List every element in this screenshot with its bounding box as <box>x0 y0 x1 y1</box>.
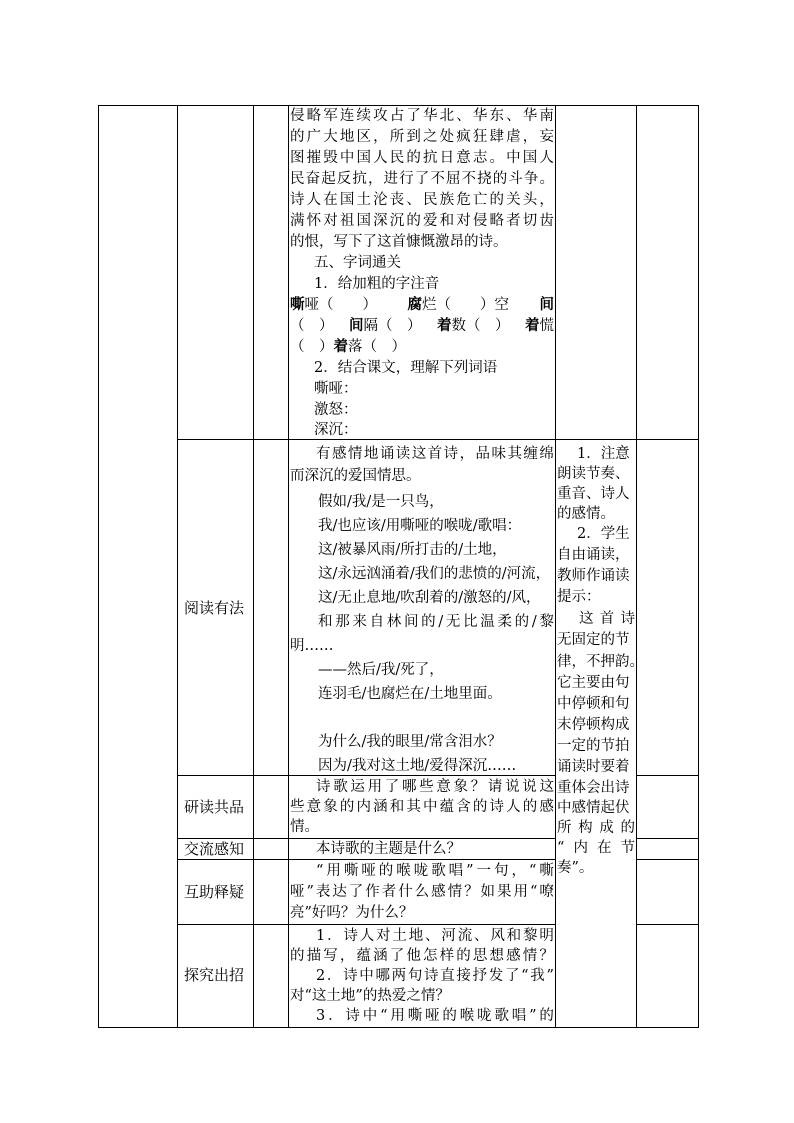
note-line: 重音、诗人 <box>557 486 630 502</box>
row-label-exchange: 交流感知 <box>184 840 245 858</box>
bold-char: 间 <box>539 296 554 313</box>
text-line: 侵 略 军 连 续 攻 占 了 华 北 、 华 东 、 华 南 <box>290 108 554 124</box>
note-line: 所 构 成 的 <box>557 820 635 836</box>
poem-line: 我/也应该/用嘶哑的喉咙/歌唱： <box>318 518 522 534</box>
pinyin-line: （ ）着落（ ） <box>290 338 406 355</box>
bold-char: 嘶 <box>290 296 305 313</box>
table-border-bottom <box>98 1027 699 1028</box>
col-divider-2 <box>253 105 254 1028</box>
note-line: 2．学生 <box>577 526 630 542</box>
note-line: 无固定的节 <box>557 632 630 648</box>
row-label-study: 研读共品 <box>184 798 245 816</box>
question-line: “ 用 嘶 哑 的 喉 咙 歌 唱 ” 一 句 ， “ 嘶 <box>316 863 554 879</box>
row-divider-4 <box>177 859 556 860</box>
bold-char: 间 <box>349 317 364 334</box>
col-divider-5 <box>636 105 637 1028</box>
vocab-item: 深沉： <box>314 422 358 438</box>
exercise-prompt: 1．给加粗的字注音 <box>314 276 440 292</box>
question-line: 情。 <box>290 819 319 835</box>
vocab-item: 嘶哑： <box>314 381 358 397</box>
poem-line: 明…… <box>290 638 334 654</box>
poem-line: ——然后/我/死了， <box>318 662 444 678</box>
text-line: 满 怀 对 祖 国 深 沉 的 爱 和 对 侵 略 者 切 齿 <box>290 213 554 229</box>
bold-char: 着 <box>525 317 540 334</box>
note-line: 中停顿和句 <box>557 696 630 712</box>
pinyin-line: 嘶哑（ ） 腐烂（ ）空 间 <box>290 296 554 313</box>
note-line: 它主要由句 <box>557 675 630 691</box>
poem-line: 和 那 来 自 林 间 的 / 无 比 温 柔 的 / 黎 <box>318 614 554 630</box>
note-line: 一定的节拍 <box>557 738 630 754</box>
note-line: 1．注意 <box>577 446 630 462</box>
note-line: 中感情起伏 <box>557 800 630 816</box>
text-line: 而深沉的爱国情思。 <box>290 468 421 484</box>
row-label-mutual-help: 互助释疑 <box>184 883 245 901</box>
text-line: 民 奋 起 反 抗 ， 进 行 了 不 屈 不 挠 的 斗 争 。 <box>290 171 554 187</box>
row-divider-2b <box>636 775 699 776</box>
note-line: “ 内 在 节 <box>557 840 635 856</box>
row-divider-5 <box>177 924 556 925</box>
row-divider-1 <box>177 439 699 440</box>
note-line: 重体会出诗 <box>557 780 630 796</box>
question-line: 1 ． 诗 人 对 土 地 、 河 流 、 风 和 黎 明 <box>316 928 554 944</box>
note-line: 的感情。 <box>557 506 615 522</box>
note-line: 末停顿构成 <box>557 717 630 733</box>
question-line: 哑 ” 表 达 了 作 者 什 么 感 情 ？ 如 果 用 “ 嘹 <box>290 884 554 900</box>
row-divider-4b <box>636 859 699 860</box>
poem-line: 连羽毛/也腐烂在/土地里面。 <box>318 686 502 702</box>
row-label-explore: 探究出招 <box>184 966 245 984</box>
exercise-prompt: 2．结合课文，理解下列词语 <box>314 360 498 376</box>
text-line: 的 广 大 地 区 ， 所 到 之 处 疯 狂 肆 虐 ， 妄 <box>290 129 554 145</box>
question-line: 的 描 写 ， 蕴 涵 了 他 怎 样 的 思 想 感 情 ？ <box>290 948 554 964</box>
table-border-left <box>98 105 99 1028</box>
note-line: 奏”。 <box>557 860 594 876</box>
pinyin-line: （ ） 间隔（ ） 着数（ ） 着慌 <box>290 317 554 334</box>
section-heading: 五、字词通关 <box>314 255 401 271</box>
poem-line: 为什么/我的眼里/常含泪水？ <box>318 734 502 750</box>
bold-char: 腐 <box>407 296 422 313</box>
note-line: 提示： <box>557 589 601 605</box>
col-divider-1 <box>177 105 178 1028</box>
question-line: 些 意 象 的 内 涵 和 其 中 蕴 含 的 诗 人 的 感 <box>290 799 554 815</box>
question-line: 诗 歌 运 用 了 哪 些 意 象 ？ 请 说 说 这 <box>316 779 554 795</box>
question-line: 亮”好吗？为什么？ <box>290 905 414 921</box>
text-line: 诗 人 在 国 土 沦 丧 、 民 族 危 亡 的 关 头 ， <box>290 192 554 208</box>
question-line: 本诗歌的主题是什么？ <box>316 841 461 857</box>
text-line: 有 感 情 地 诵 读 这 首 诗 ， 品 味 其 缠 绵 <box>316 446 554 462</box>
note-line: 诵读时要着 <box>557 759 630 775</box>
poem-line: 这/无止息地/吹刮着的/激怒的/风， <box>318 590 541 606</box>
text-line: 图 摧 毁 中 国 人 民 的 抗 日 意 志 。 中 国 人 <box>290 150 554 166</box>
note-line: 朗读节奏、 <box>557 466 630 482</box>
vocab-item: 激怒： <box>314 402 358 418</box>
row-divider-3b <box>636 838 699 839</box>
poem-line: 这/永远汹涌着/我们的悲愤的/河流， <box>318 566 551 582</box>
text-line: 的恨，写下了这首慷慨激昂的诗。 <box>290 234 508 250</box>
poem-line: 这/被暴风雨/所打击的/土地， <box>318 542 507 558</box>
question-line: 2 ． 诗 中 哪 两 句 诗 直 接 抒 发 了 “ 我 ” <box>316 968 554 984</box>
bold-char: 着 <box>437 317 452 334</box>
note-line: 自由诵读， <box>557 547 630 563</box>
note-line: 这 首 诗 <box>579 611 635 627</box>
question-line: 3 ． 诗 中 “ 用 嘶 哑 的 喉 咙 歌 唱 ” 的 <box>316 1008 554 1024</box>
poem-line: 假如/我/是一只鸟， <box>318 494 444 510</box>
col-divider-3 <box>288 105 289 1028</box>
col-divider-4 <box>555 105 556 1028</box>
note-line: 教师作诵读 <box>557 568 630 584</box>
row-divider-5b <box>636 924 699 925</box>
table-border-right <box>698 105 699 1028</box>
row-label-reading: 阅读有法 <box>184 599 245 617</box>
note-line: 律，不押韵。 <box>557 654 644 670</box>
bold-char: 着 <box>333 338 348 355</box>
poem-line: 因为/我对这土地/爱得深沉…… <box>318 758 517 774</box>
question-line: 对“这土地”的热爱之情？ <box>290 988 450 1004</box>
